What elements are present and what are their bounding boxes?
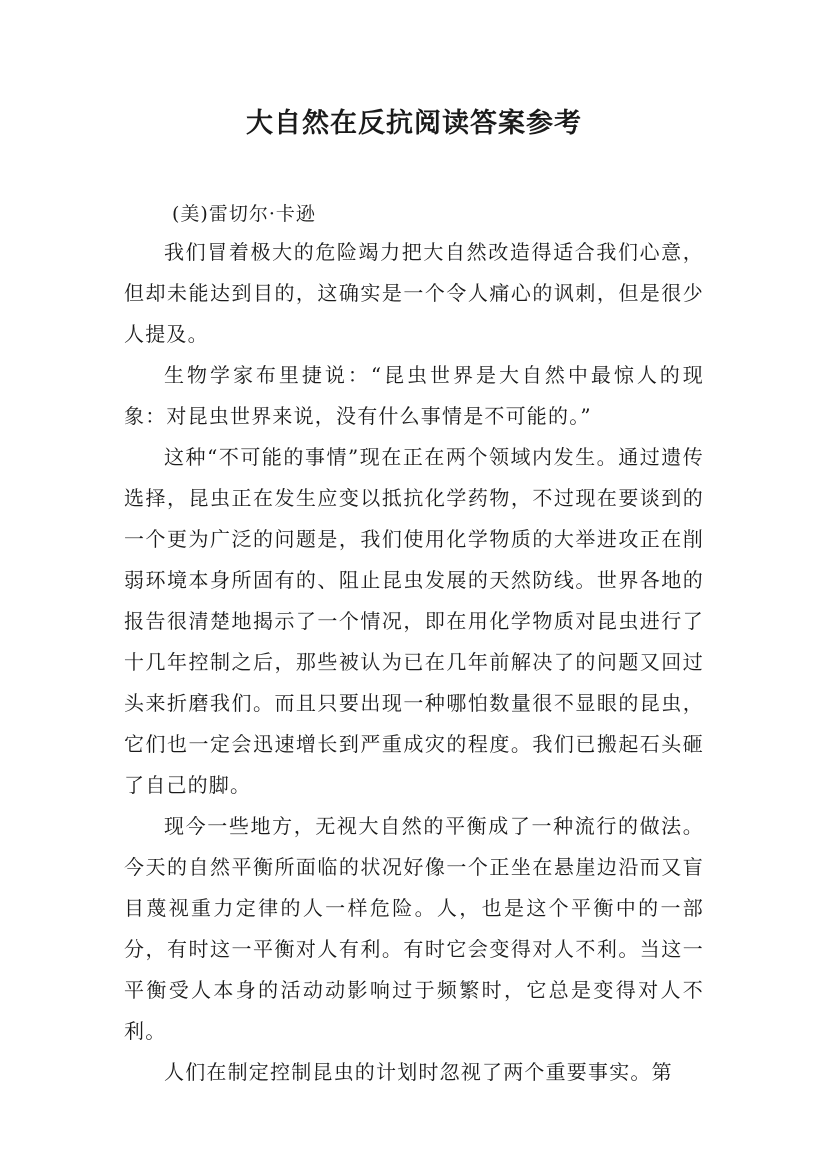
paragraph: 我们冒着极大的危险竭力把大自然改造得适合我们心意，但却未能达到目的，这确实是一个令人痛心的讽刺，但是很少人提及。 [124, 240, 704, 346]
document-page [124, 0, 704, 1093]
author-line: (美)雷切尔·卡逊 [172, 203, 316, 225]
paragraph: 生物学家布里捷说：“昆虫世界是大自然中最惊人的现象：对昆虫世界来说，没有什么事情是不可能的。” [124, 363, 704, 428]
document-title: 大自然在反抗阅读答案参考 [246, 108, 582, 139]
paragraph: 人们在制定控制昆虫的计划时忽视了两个重要事实。第 [164, 1060, 673, 1084]
article-body [124, 232, 704, 1093]
paragraph: 这种“不可能的事情”现在正在两个领域内发生。通过遗传选择，昆虫正在发生应变以抵抗化学药物，不过现在要谈到的一个更为广泛的问题是，我们使用化学物质的大举进攻正在削弱环境本身所固有的、阻止昆虫发展的天然防线。世界各地的报告很清楚地揭示了一个情况，即在用化学物质对昆虫进行了十几年控制之后，那些被认为已在几年前解决了的问题又回过头来折磨我们。而且只要出现一种哪怕数量很不显眼的昆虫，它们也一定会迅速增长到严重成灾的程度。我们已搬起石头砸了自己的脚。 [124, 445, 704, 797]
paragraph: 现今一些地方，无视大自然的平衡成了一种流行的做法。今天的自然平衡所面临的状况好像一个正坐在悬崖边沿而又盲目蔑视重力定律的人一样危险。人，也是这个平衡中的一部分，有时这一平衡对人有利。有时它会变得对人不利。当这一平衡受人本身的活动动影响过于频繁时，它总是变得对人不利。 [124, 814, 704, 1043]
